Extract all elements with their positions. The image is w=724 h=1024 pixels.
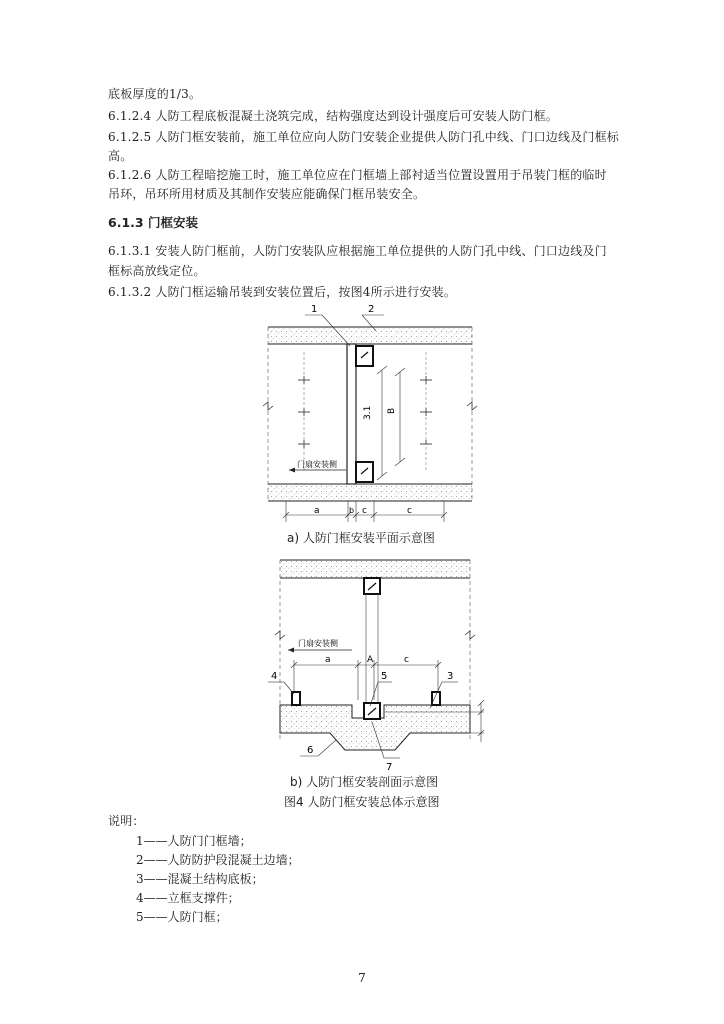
dimension-label: c [407,506,412,516]
paragraph-line: 底板厚度的1/3。 [108,87,202,101]
paragraph-line: 6.1.3.2 人防门框运输吊装到安装位置后，按图4所示进行安装。 [108,285,457,299]
callout-number: 3 [447,671,454,682]
dimension-label: a [325,655,331,665]
legend-item: 3——混凝土结构底板； [136,872,264,886]
paragraph-line: 高。 [108,149,133,163]
paragraph-line: 6.1.2.4 人防工程底板混凝土浇筑完成，结构强度达到设计强度后可安装人防门框。 [108,109,558,123]
dimension-label: b [349,506,355,515]
section-view [268,560,484,773]
dimension-label: A [367,655,374,665]
install-side-label: 门扇安装侧 [298,639,338,648]
callout-number: 6 [307,745,314,756]
paragraph-line: 吊环，吊环所用材质及其制作安装应能确保门框吊装安全。 [108,187,426,201]
dimension-label: c [362,506,367,516]
callout-number: 1 [311,304,318,315]
figure-caption-main: 图4 人防门框安装总体示意图 [284,795,440,809]
callout-number: 5 [381,671,388,682]
paragraph-line: 6.1.2.6 人防工程暗挖施工时，施工单位应在门框墙上部衬适当位置设置用于吊装门框的临时 [108,168,607,182]
page-number: 7 [358,971,366,985]
figure-caption-b: b) 人防门框安装剖面示意图 [290,775,439,789]
dimension-label: 3.1 [363,405,373,420]
paragraph-line: 框标高放线定位。 [108,264,206,278]
section-heading: 6.1.3 门框安装 [108,215,198,230]
legend-item: 5——人防门框； [136,910,228,924]
callout-number: 4 [271,671,278,682]
legend-item: 1——人防门门框墙； [136,834,252,848]
dimension-label: B [387,407,397,414]
install-side-label: 门扇安装侧 [297,460,337,469]
callout-number: 7 [386,762,393,773]
dimension-label: c [404,655,409,665]
dimension-label: a [314,506,320,516]
legend-title: 说明： [108,814,145,828]
paragraph-line: 6.1.2.5 人防门框安装前，施工单位应向人防门安装企业提供人防门孔中线、门口边线及门框标 [108,130,620,144]
plan-view [263,304,477,522]
paragraph-line: 6.1.3.1 安装人防门框前，人防门安装队应根据施工单位提供的人防门孔中线、门口边线及门 [108,244,607,258]
figure-caption-a: a) 人防门框安装平面示意图 [287,531,435,545]
callout-number: 2 [368,304,375,315]
legend-item: 4——立框支撑件； [136,891,240,905]
legend-item: 2——人防防护段混凝土边墙； [136,853,300,867]
